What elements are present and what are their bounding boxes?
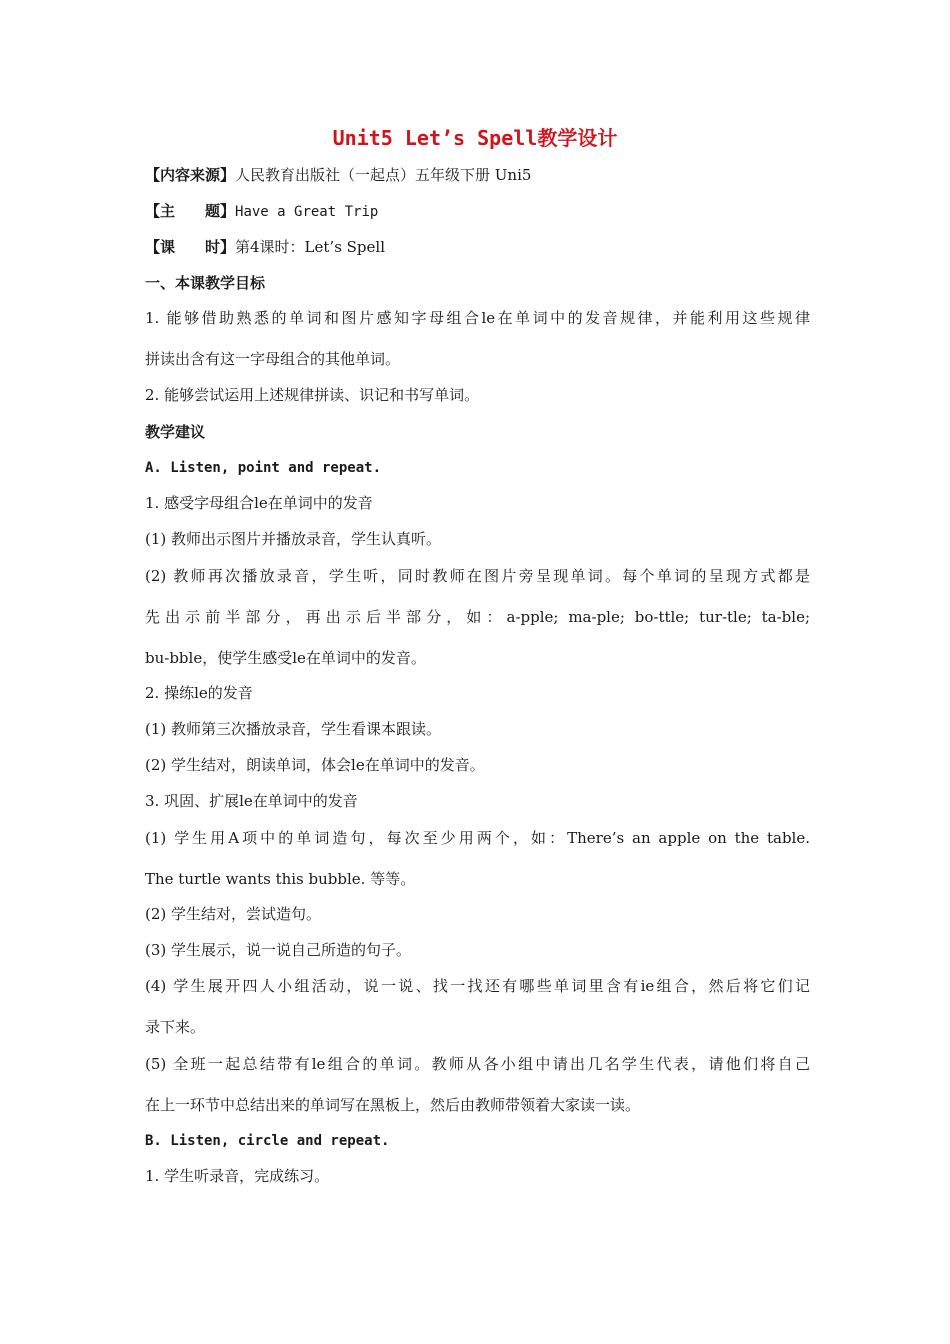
part-b-step-1: 1. 学生听录音，完成练习。 [145,1167,330,1185]
part-b-heading: B. Listen, circle and repeat. [145,1133,390,1149]
meta-period-value: 第4课时：Let’s Spell [235,238,386,256]
part-a-step-3-item-4-line-1: (4) 学生展开四人小组活动，说一说、找一找还有哪些单词里含有ie组合，然后将它们记 [145,977,810,995]
goal-1-line-1: 1. 能够借助熟悉的单词和图片感知字母组合le在单词中的发音规律，并能利用这些规律 [145,309,810,327]
goal-1-line-2: 拼读出含有这一字母组合的其他单词。 [145,350,401,368]
part-a-step-3-item-2: (2) 学生结对，尝试造句。 [145,905,322,923]
meta-topic-value: Have a Great Trip [235,204,379,220]
suggestions-heading: 教学建议 [145,423,206,441]
meta-source-label: 【内容来源】 [145,166,236,184]
part-a-step-3-item-4-line-2: 录下来。 [145,1018,206,1036]
part-a-step-1-item-2-line-3: bu-bble，使学生感受le在单词中的发音。 [145,649,426,667]
section-goals-heading: 一、本课教学目标 [145,274,266,292]
part-a-heading: A. Listen, point and repeat. [145,460,382,476]
meta-source-value: 人民教育出版社（一起点）五年级下册 Uni5 [235,166,532,184]
part-a-step-2-title: 2. 操练le的发音 [145,684,253,702]
part-a-step-3-item-1-line-2: The turtle wants this bubble. 等等。 [145,870,416,888]
part-a-step-1-item-1: (1) 教师出示图片并播放录音，学生认真听。 [145,530,442,548]
document-title: Unit5 Let’s Spell教学设计 [332,126,618,150]
meta-source [145,164,810,186]
part-a-step-2-item-2: (2) 学生结对，朗读单词，体会le在单词中的发音。 [145,756,485,774]
part-a-step-3-item-1-line-1: (1) 学生用A项中的单词造句，每次至少用两个，如：There’s an apple on the table. [145,829,810,847]
goal-2: 2. 能够尝试运用上述规律拼读、识记和书写单词。 [145,386,480,404]
part-a-step-2-item-1: (1) 教师第三次播放录音，学生看课本跟读。 [145,720,442,738]
meta-period [145,236,810,258]
meta-period-label: 【课 时】 [145,238,236,256]
part-a-step-3-title: 3. 巩固、扩展le在单词中的发音 [145,792,358,810]
part-a-step-3-item-5-line-2: 在上一环节中总结出来的单词写在黑板上，然后由教师带领着大家读一读。 [145,1096,641,1114]
part-a-step-1-item-2-line-1: (2) 教师再次播放录音，学生听，同时教师在图片旁呈现单词。每个单词的呈现方式都是 [145,567,810,585]
part-a-step-3-item-3: (3) 学生展示，说一说自己所造的句子。 [145,941,412,959]
part-a-step-1-item-2-line-2: 先出示前半部分，再出示后半部分，如：a-pple; ma-ple; bo-ttle; tur-tle; ta-ble; [145,608,810,626]
part-a-step-3-item-5-line-1: (5) 全班一起总结带有le组合的单词。教师从各小组中请出几名学生代表，请他们将自己 [145,1055,810,1073]
meta-topic [145,200,810,223]
part-a-step-1-title: 1. 感受字母组合le在单词中的发音 [145,494,373,512]
meta-topic-label: 【主 题】 [145,202,236,220]
